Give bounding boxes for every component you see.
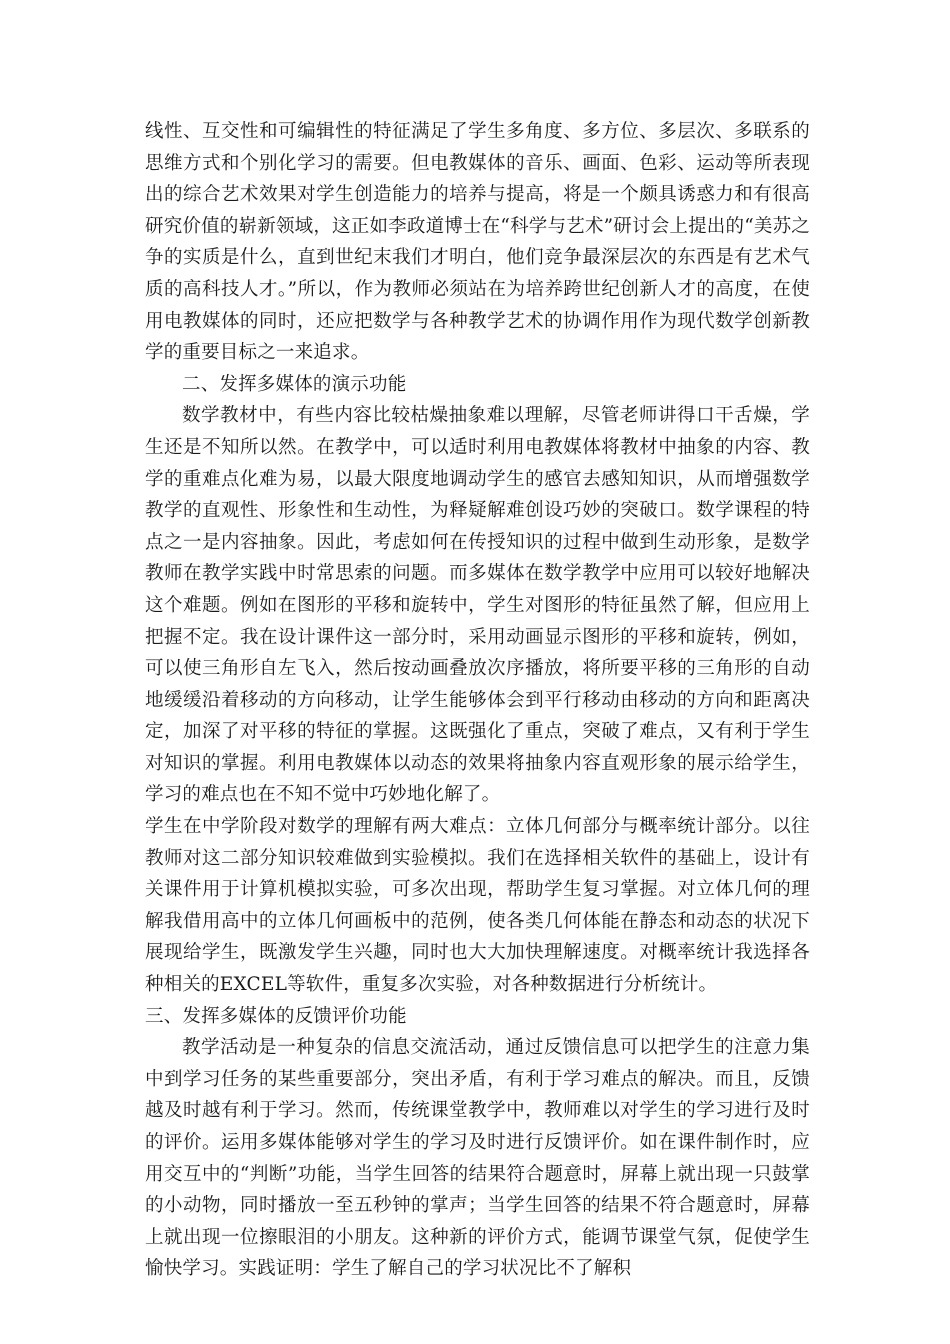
paragraph-feedback: 教学活动是一种复杂的信息交流活动，通过反馈信息可以把学生的注意力集中到学习任务的某些重要部分，突出矛盾，有利于学习难点的解决。而且，反馈越及时越有利于学习。然而，传统课堂教学中，教师难以对学生的学习进行及时的评价。运用多媒体能够对学生的学习及时进行反馈评价。如在课件制作时，应用交互中的“判断”功能，当学生回答的结果符合题意时，屏幕上就出现一只鼓掌的小动物，同时播放一至五秒钟的掌声；当学生回答的结果不符合题意时，屏幕上就出现一位擦眼泪的小朋友。这种新的评价方式，能调节课堂气氛，促使学生愉快学习。实践证明：学生了解自己的学习状况比不了解积 (145, 1037, 810, 1280)
document-body (145, 116, 810, 1285)
section-heading-3: 三、发挥多媒体的反馈评价功能 (145, 1005, 407, 1027)
paragraph-geometry-probability: 学生在中学阶段对数学的理解有两大难点：立体几何部分与概率统计部分。以往教师对这二部分知识较难做到实验模拟。我们在选择相关软件的基础上，设计有关课件用于计算机模拟实验，可多次出现，帮助学生复习掌握。对立体几何的理解我借用高中的立体几何画板中的范例，使各类几何体能在静态和动态的状况下展现给学生，既激发学生兴趣，同时也大大加快理解速度。对概率统计我选择各种相关的EXCEL等软件，重复多次实验，对各种数据进行分析统计。 (145, 816, 810, 996)
paragraph-demonstration: 数学教材中，有些内容比较枯燥抽象难以理解，尽管老师讲得口干舌燥，学生还是不知所以然。在教学中，可以适时利用电教媒体将教材中抽象的内容、教学的重难点化难为易，以最大限度地调动学生的感官去感知知识，从而增强数学教学的直观性、形象性和生动性，为释疑解难创设巧妙的突破口。数学课程的特点之一是内容抽象。因此，考虑如何在传授知识的过程中做到生动形象，是数学教师在教学实践中时常思索的问题。而多媒体在数学教学中应用可以较好地解决这个难题。例如在图形的平移和旋转中，学生对图形的特征虽然了解，但应用上把握不定。我在设计课件这一部分时，采用动画显示图形的平移和旋转，例如，可以使三角形自左飞入，然后按动画叠放次序播放，将所要平移的三角形的自动地缓缓沿着移动的方向移动，让学生能够体会到平行移动由移动的方向和距离决定，加深了对平移的特征的掌握。这既强化了重点，突破了难点，又有利于学生对知识的掌握。利用电教媒体以动态的效果将抽象内容直观形象的展示给学生，学习的难点也在不知不觉中巧妙地化解了。 (145, 405, 810, 806)
section-heading-2: 二、发挥多媒体的演示功能 (182, 373, 407, 395)
paragraph-continuation: 线性、互交性和可编辑性的特征满足了学生多角度、多方位、多层次、多联系的思维方式和个别化学习的需要。但电教媒体的音乐、画面、色彩、运动等所表现出的综合艺术效果对学生创造能力的培养与提高，将是一个颇具诱惑力和有很高研究价值的崭新领域，这正如李政道博士在“科学与艺术”研讨会上提出的“美苏之争的实质是什么，直到世纪末我们才明白，他们竞争最深层次的东西是有艺术气质的高科技人才。”所以，作为教师必须站在为培养跨世纪创新人才的高度，在使用电教媒体的同时，还应把数学与各种教学艺术的协调作用作为现代数学创新教学的重要目标之一来追求。 (145, 121, 810, 364)
